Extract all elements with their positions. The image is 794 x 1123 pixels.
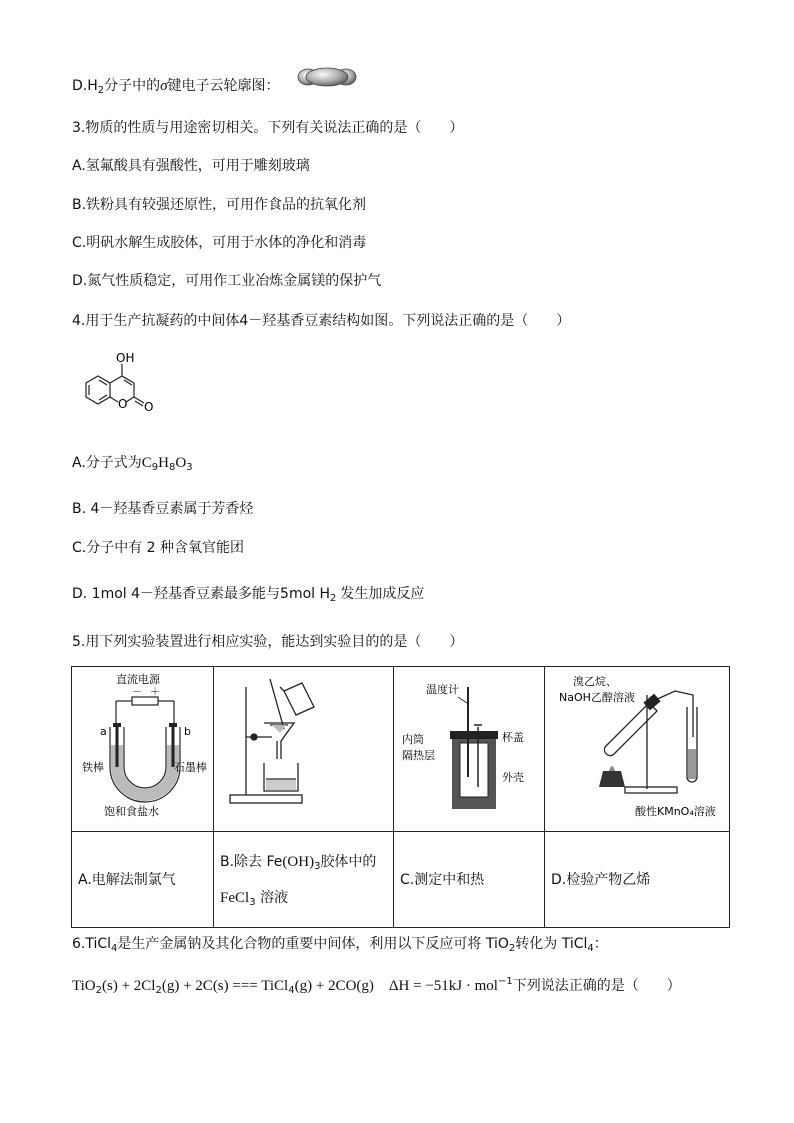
q3-option-d: D.氮气性质稳定，可用作工业冶炼金属镁的保护气 (72, 273, 382, 289)
svg-text:杯盖: 杯盖 (502, 731, 524, 744)
q4-stem: 4.用于生产抗凝药的中间体4－羟基香豆素结构如图。下列说法正确的是（ ） (72, 313, 571, 329)
caption-d: D.检验产物乙烯 (545, 832, 730, 928)
svg-text:－: － (132, 687, 142, 698)
q4-option-b: B. 4－羟基香豆素属于芳香烃 (72, 501, 254, 517)
hydroxycoumarin-structure (70, 348, 170, 424)
svg-text:a: a (100, 725, 107, 738)
struct-carbonyl-o-label: O (144, 400, 154, 414)
svg-text:b: b (184, 725, 191, 738)
svg-text:饱和食盐水: 饱和食盐水 (104, 805, 159, 818)
svg-text:铁棒: 铁棒 (82, 761, 104, 774)
svg-text:直流电源: 直流电源 (116, 673, 160, 686)
caption-b: B.除去 $Fe(OH)_3$胶体中的 FeCl$_3$ 溶液 (214, 832, 394, 928)
fig-ethylene-test (545, 667, 730, 832)
q3-option-a: A.氢氟酸具有强酸性，可用于雕刻玻璃 (72, 158, 310, 174)
fig-filtration (214, 667, 394, 832)
svg-text:溴乙烷、: 溴乙烷、 (573, 675, 617, 688)
q4-option-d: D. 1mol 4－羟基香豆素最多能与5mol $H_2$ 发生加成反应 (72, 586, 425, 604)
svg-text:温度计: 温度计 (426, 683, 459, 696)
caption-a: A.电解法制氯气 (72, 832, 214, 928)
svg-text:内筒: 内筒 (402, 733, 424, 746)
q6-stem: 6.TiCl$_4$是生产金属钠及其化合物的重要中间体，利用以下反应可将 TiO$_2$转化为 TiCl$_4$： (72, 936, 608, 954)
q6-equation: $TiO_2(s) + 2Cl_2(g) + 2C(s)$ === TiCl$_4$(g) + 2CO(g) ΔH = −51kJ · mol$^{-1}$下列说法正确的是（ ） (72, 976, 681, 996)
fig-electrolysis (72, 667, 214, 832)
svg-text:隔热层: 隔热层 (402, 749, 435, 762)
q2-option-d: $D.H_2$分子中的σ键电子云轮廓图： (72, 78, 280, 96)
fig-calorimeter (394, 667, 545, 832)
sigma-bond-cloud-icon (296, 66, 358, 88)
q3-option-c: C.明矾水解生成胶体，可用于水体的净化和消毒 (72, 235, 367, 251)
q4-option-a: A.分子式为$C_9H_8O_3$ (72, 455, 193, 473)
q5-stem: 5.用下列实验装置进行相应实验，能达到实验目的的是（ ） (72, 634, 464, 650)
experiment-table (71, 666, 730, 928)
q3-stem: 3.物质的性质与用途密切相关。下列有关说法正确的是（ ） (72, 120, 464, 136)
svg-text:酸性KMnO₄溶液: 酸性KMnO₄溶液 (635, 805, 716, 818)
struct-ring-o-label: O (118, 397, 128, 411)
svg-text:外壳: 外壳 (502, 771, 524, 784)
svg-text:NaOH乙醇溶液: NaOH乙醇溶液 (559, 691, 635, 704)
svg-text:＋: ＋ (150, 687, 160, 698)
q4-option-c: C.分子中有 2 种含氧官能团 (72, 540, 245, 556)
caption-c: C.测定中和热 (394, 832, 545, 928)
svg-text:石墨棒: 石墨棒 (174, 761, 207, 774)
q3-option-b: B.铁粉具有较强还原性，可用作食品的抗氧化剂 (72, 197, 367, 213)
struct-oh-label: OH (116, 351, 135, 365)
